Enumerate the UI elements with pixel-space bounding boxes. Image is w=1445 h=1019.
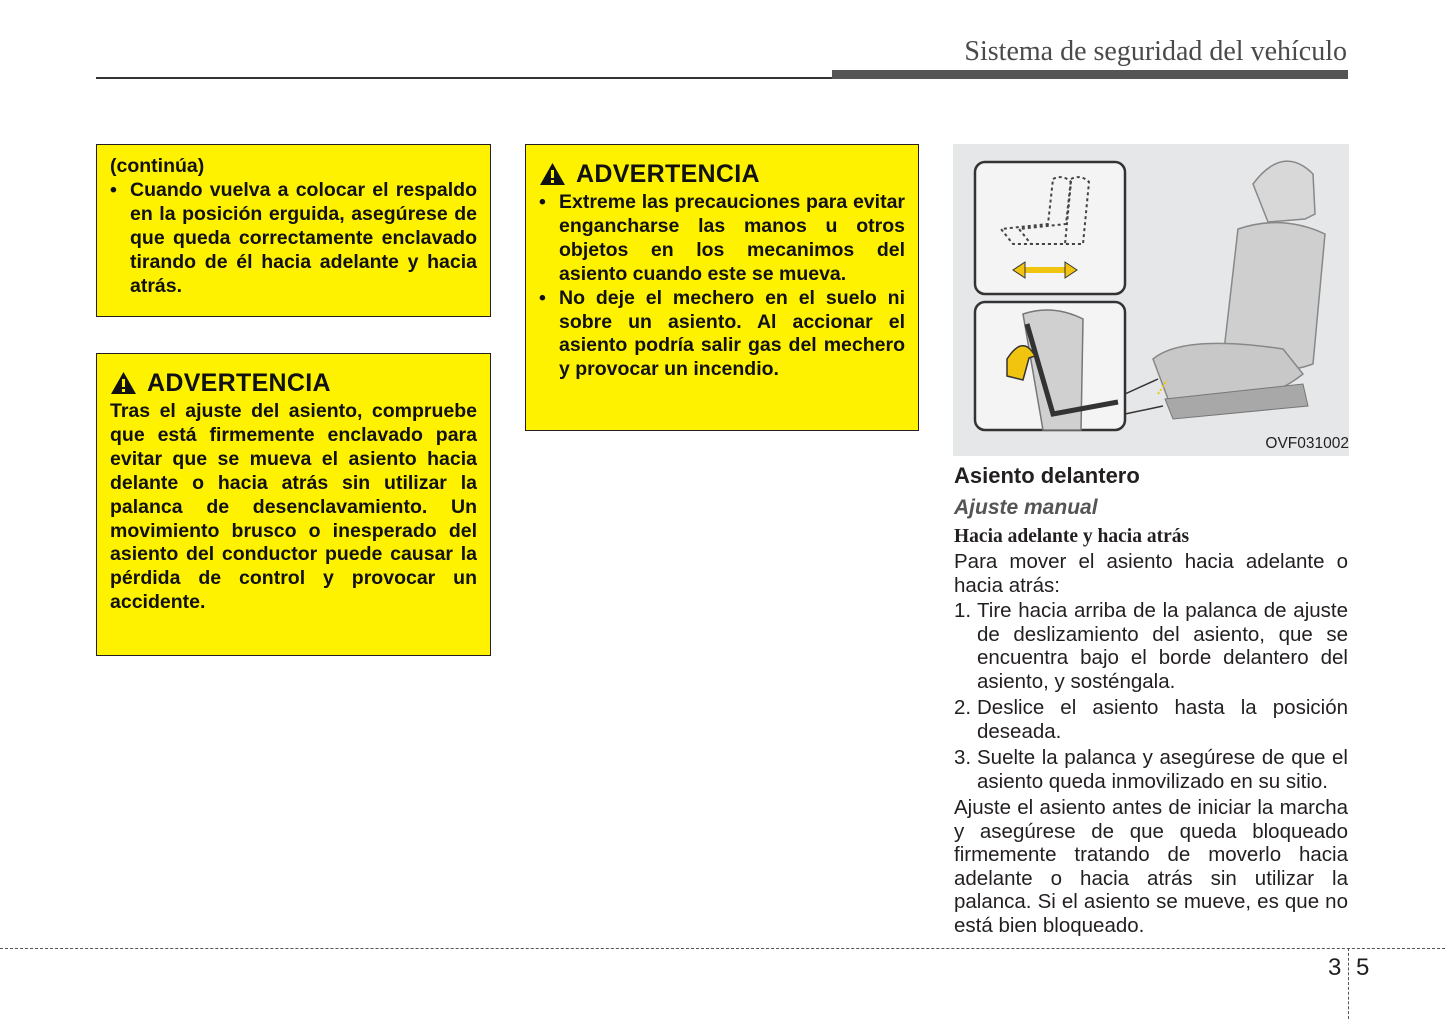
section-subtitle: Ajuste manual — [954, 496, 1098, 519]
section-title: Asiento delantero — [954, 463, 1140, 488]
running-header-title: Sistema de seguridad del vehículo — [964, 36, 1347, 67]
warning-heading-text: ADVERTENCIA — [147, 369, 331, 397]
warning-list — [539, 191, 905, 382]
page-number-divider — [1348, 948, 1349, 1019]
step-number: 1. — [954, 599, 972, 622]
seat-adjustment-illustration — [953, 144, 1349, 434]
figure-code: OVF031002 — [1265, 435, 1349, 452]
footer-divider — [0, 948, 1445, 949]
intro-paragraph: Para mover el asiento hacia adelante o hacia atrás: — [954, 550, 1348, 597]
list-item: • No deje el mechero en el suelo ni sobre un asiento. Al accionar el asiento podría salir gas del mechero y provocar un incendio. — [539, 287, 905, 383]
list-item — [954, 599, 1348, 693]
chapter-number: 3 — [1328, 954, 1342, 981]
page-number: 5 — [1356, 954, 1370, 981]
warning-triangle-icon — [539, 162, 566, 186]
warning-heading-text: ADVERTENCIA — [576, 160, 760, 188]
warning-heading — [110, 368, 477, 398]
step-text: Tire hacia arriba de la palanca de ajuste de deslizamiento del asiento, que se encuentra bajo el borde delantero del asiento, y sosténgala. — [977, 599, 1348, 693]
subheading: Hacia adelante y hacia atrás — [954, 526, 1190, 547]
warning-text: Tras el ajuste del asiento, compruebe que está firmemente enclavado para evitar que se mueva el asiento hacia delante o hacia atrás sin utilizar la palanca de desenclavamiento. Un movimiento brusco o inesperado del asiento del conductor puede causar la pérdida de control y provocar un accidente. — [110, 400, 477, 614]
list-item: • Extreme las precauciones para evitar engancharse las manos u otros objetos en los mecanimos del asiento cuando este se mueva. — [539, 191, 905, 287]
list-item — [954, 696, 1348, 743]
front-seat-section — [954, 462, 1348, 937]
header-rule-thin — [96, 77, 834, 79]
header-rule-thick — [832, 70, 1348, 79]
warning-box-middle — [525, 144, 919, 431]
warning-triangle-icon — [110, 371, 137, 395]
step-text: Suelte la palanca y asegúrese de que el asiento queda inmovilizado en su sitio. — [977, 746, 1348, 793]
warning-box-left — [96, 353, 491, 656]
step-number: 3. — [954, 746, 972, 769]
warning-heading — [539, 159, 905, 189]
seat-figure — [953, 144, 1349, 456]
continued-list — [110, 179, 477, 299]
step-text: Deslice el asiento hasta la posición deseada. — [977, 696, 1348, 743]
step-number: 2. — [954, 696, 972, 719]
closing-paragraph: Ajuste el asiento antes de iniciar la marcha y asegúrese de que queda bloqueado firmemente tratando de moverlo hacia adelante o hacia atrás sin utilizar la palanca. Si el asiento se mueve, es que no está bien bloqueado. — [954, 796, 1348, 937]
list-item: • Cuando vuelva a colocar el respaldo en la posición erguida, asegúrese de que queda correctamente enclavado tirando de él hacia adelante y hacia atrás. — [110, 179, 477, 299]
continued-label: (continúa) — [110, 155, 205, 177]
continued-warning-box — [96, 144, 491, 317]
steps-list — [954, 599, 1348, 793]
list-item — [954, 746, 1348, 793]
